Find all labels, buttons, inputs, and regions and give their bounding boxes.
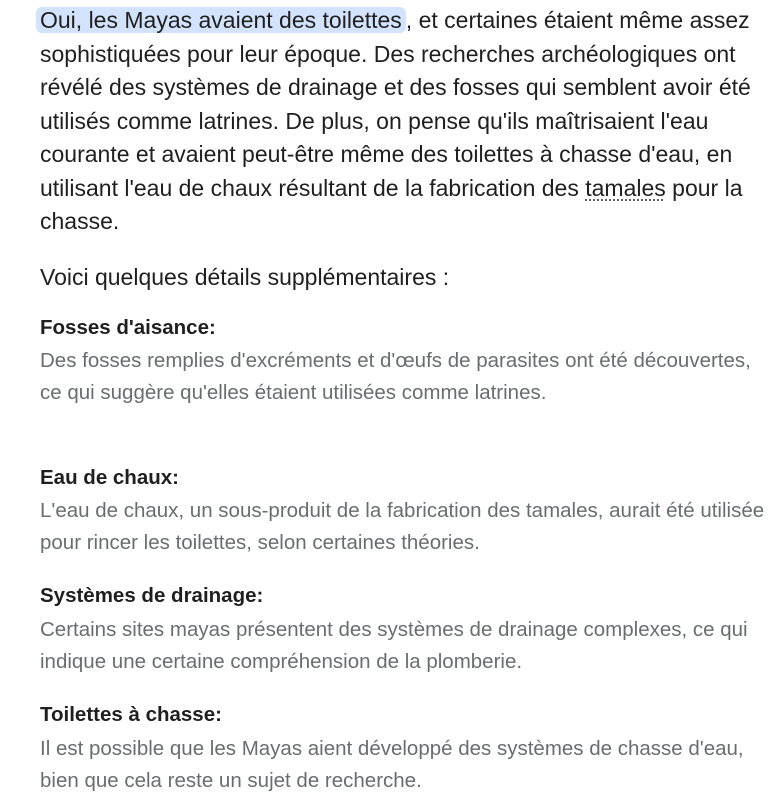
detail-term-toilettes-chasse: Toilettes à chasse:: [40, 703, 222, 726]
detail-description-fosses: Des fosses remplies d'excréments et d'œufs de parasites ont été découvertes, ce qui suggère qu'elles étaient utilisées comme latrines.: [40, 349, 751, 404]
intro-paragraph: [40, 4, 770, 239]
detail-description-drainage: Certains sites mayas présentent des systèmes de drainage complexes, ce qui indique une certaine compréhension de la plomberie.: [40, 618, 748, 673]
tamales-linked-term[interactable]: tamales: [585, 174, 666, 201]
details-heading: Voici quelques détails supplémentaires :: [40, 264, 450, 290]
detail-term-eau-de-chaux: Eau de chaux:: [40, 466, 179, 489]
intro-text-part1: , et certaines étaient même assez sophistiquées pour leur époque. Des recherches archéologiques ont révélé des systèmes de drainage et des fosses qui semblent avoir été utilisés comme latrines. De plus, on pense qu'ils maîtrisaient l'eau courante et avaient peut-être même des toilettes à chasse d'eau, en utilisant l'eau de chaux résultant de la fabrication des: [40, 7, 751, 201]
detail-term-drainage: Systèmes de drainage:: [40, 584, 264, 607]
detail-description-eau-de-chaux: L'eau de chaux, un sous-produit de la fabrication des tamales, aurait été utilisée pour rincer les toilettes, selon certaines théories.: [40, 499, 765, 554]
highlighted-answer[interactable]: Oui, les Mayas avaient des toilettes: [36, 7, 406, 33]
intro-text-part2: pour la chasse.: [40, 174, 743, 234]
detail-description-toilettes-chasse: Il est possible que les Mayas aient développé des systèmes de chasse d'eau, bien que cela reste un sujet de recherche.: [40, 737, 744, 792]
detail-term-fosses: Fosses d'aisance:: [40, 316, 216, 339]
